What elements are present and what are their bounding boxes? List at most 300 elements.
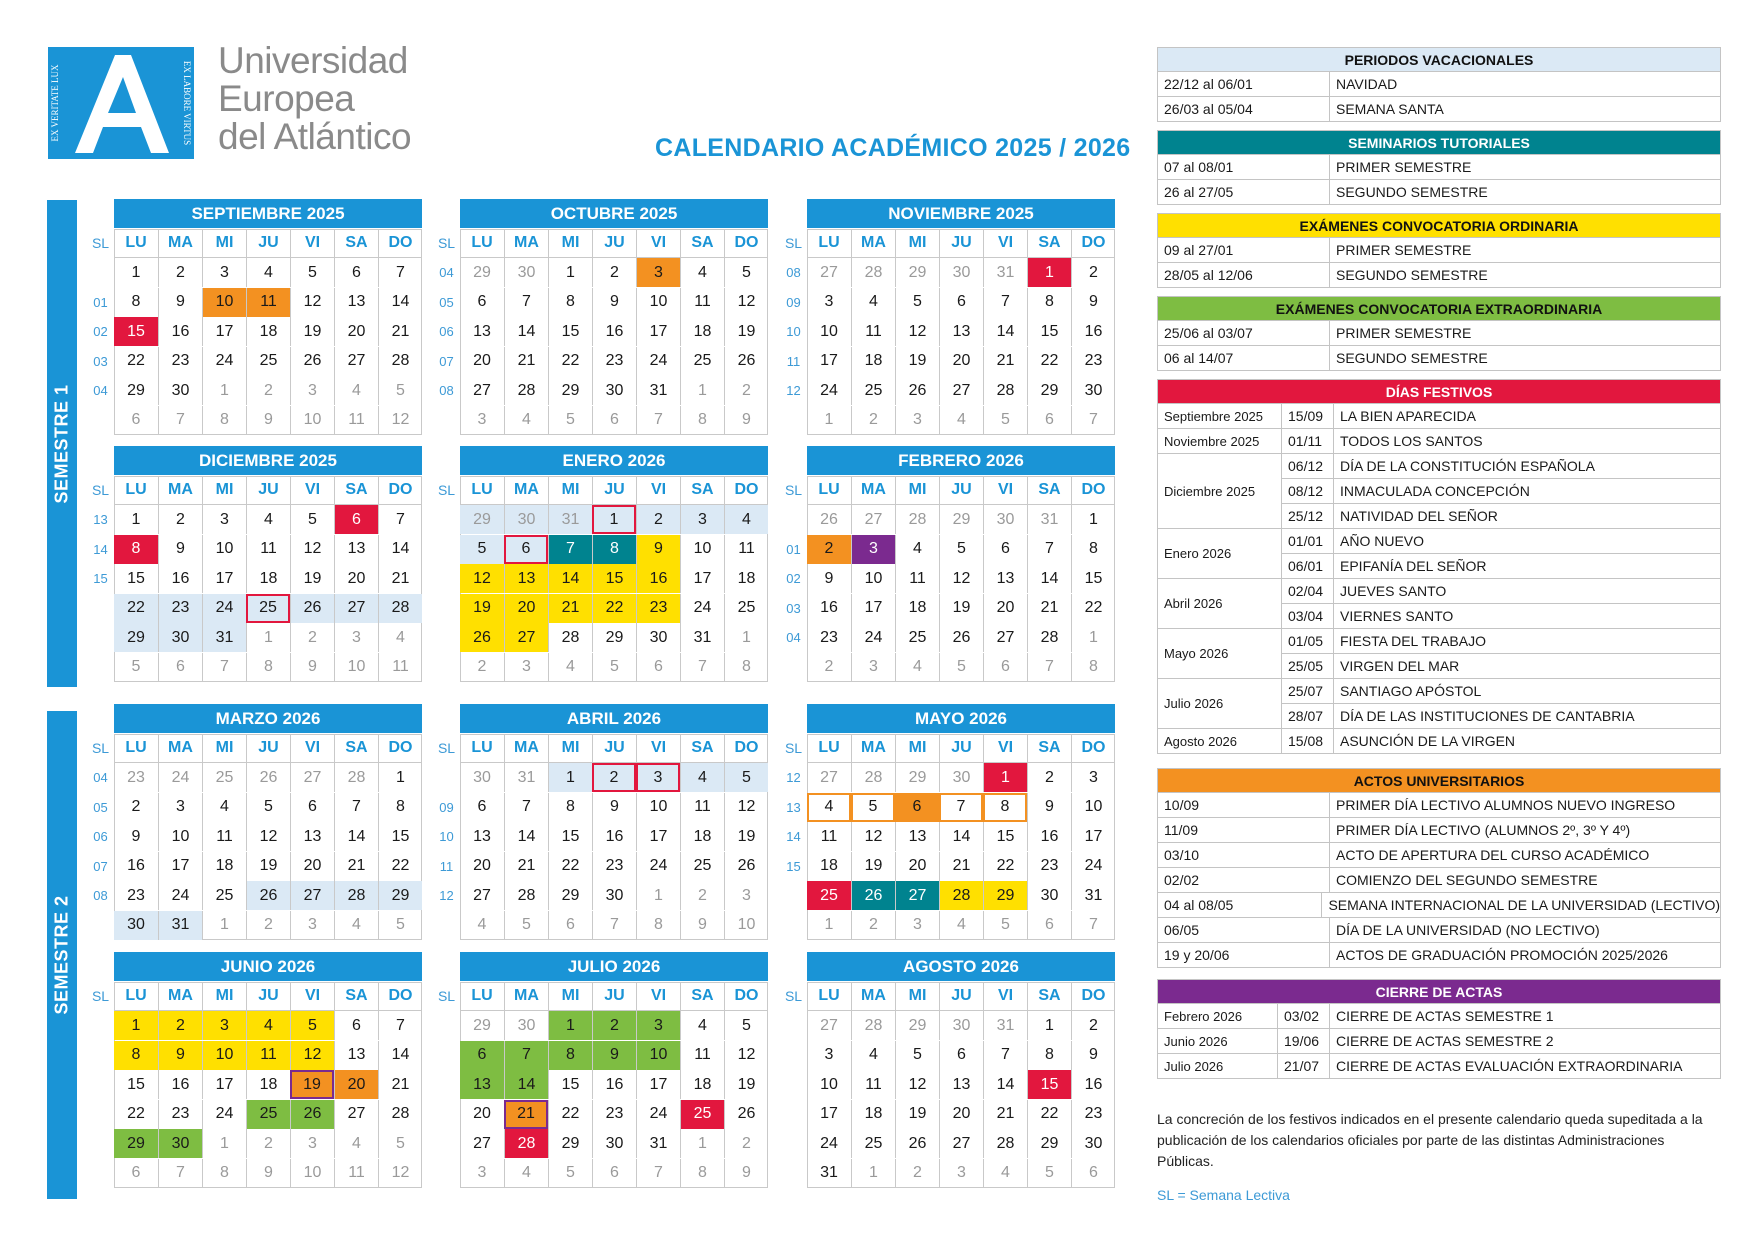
day-cell[interactable]: 31	[504, 763, 548, 792]
day-cell[interactable]: 7	[939, 793, 983, 822]
day-cell[interactable]: 9	[131, 827, 141, 845]
day-cell[interactable]: 20	[473, 1105, 491, 1122]
day-cell[interactable]: 30	[636, 623, 680, 652]
day-cell[interactable]: 18	[851, 347, 895, 376]
day-cell[interactable]: 9	[824, 569, 834, 587]
day-cell[interactable]: 10	[202, 288, 246, 317]
day-cell[interactable]: 1	[246, 623, 290, 652]
day-cell[interactable]: 19	[246, 852, 290, 881]
day-cell[interactable]: 2	[724, 1129, 768, 1158]
day-cell[interactable]: 28	[895, 505, 939, 534]
day-cell[interactable]: 5	[246, 793, 290, 822]
day-cell[interactable]: 23	[636, 594, 680, 623]
day-cell[interactable]: 1	[131, 263, 141, 281]
day-cell[interactable]: 28	[504, 376, 548, 405]
day-cell[interactable]: 24	[202, 347, 246, 376]
day-cell[interactable]: 9	[592, 288, 636, 317]
day-cell[interactable]: 21	[1027, 594, 1071, 623]
day-cell[interactable]: 26	[939, 623, 983, 652]
day-cell[interactable]: 13	[290, 822, 334, 851]
day-cell[interactable]: 25	[680, 852, 724, 881]
day-cell[interactable]: 7	[983, 1041, 1027, 1070]
day-cell[interactable]: 22	[592, 594, 636, 623]
day-cell[interactable]: 23	[1071, 1100, 1115, 1129]
day-cell[interactable]: 7	[158, 1159, 202, 1188]
day-cell[interactable]: 12	[378, 406, 422, 435]
day-cell[interactable]: 28	[851, 258, 895, 287]
day-cell[interactable]: 23	[127, 768, 145, 786]
day-cell[interactable]: 26	[290, 594, 334, 623]
day-cell[interactable]: 4	[939, 911, 983, 940]
day-cell[interactable]: 29	[473, 1016, 491, 1034]
day-cell[interactable]: 10	[290, 1159, 334, 1188]
day-cell[interactable]: 24	[202, 594, 246, 623]
day-cell[interactable]: 3	[824, 293, 834, 310]
day-cell[interactable]: 9	[592, 793, 636, 822]
day-cell[interactable]: 26	[820, 510, 838, 528]
day-cell[interactable]: 29	[1027, 376, 1071, 405]
day-cell[interactable]: 6	[1071, 1159, 1115, 1188]
day-cell[interactable]: 26	[895, 376, 939, 405]
day-cell[interactable]: 2	[592, 1011, 636, 1040]
day-cell[interactable]: 1	[202, 376, 246, 405]
day-cell[interactable]: 30	[504, 505, 548, 534]
day-cell[interactable]: 20	[983, 594, 1027, 623]
day-cell[interactable]: 2	[158, 505, 202, 534]
day-cell[interactable]: 31	[636, 1129, 680, 1158]
day-cell[interactable]: 7	[504, 1041, 548, 1070]
day-cell[interactable]: 28	[334, 881, 378, 910]
day-cell[interactable]: 28	[378, 594, 422, 623]
day-cell[interactable]: 29	[548, 376, 592, 405]
day-cell[interactable]: 3	[636, 258, 680, 287]
day-cell[interactable]: 5	[724, 763, 768, 792]
day-cell[interactable]: 7	[548, 535, 592, 564]
day-cell[interactable]: 1	[851, 1159, 895, 1188]
day-cell[interactable]: 12	[724, 1041, 768, 1070]
day-cell[interactable]: 23	[820, 628, 838, 646]
day-cell[interactable]: 16	[1027, 822, 1071, 851]
day-cell[interactable]: 6	[592, 406, 636, 435]
day-cell[interactable]: 17	[158, 852, 202, 881]
day-cell[interactable]: 29	[127, 381, 145, 399]
day-cell[interactable]: 10	[202, 1041, 246, 1070]
day-cell[interactable]: 13	[473, 322, 491, 340]
day-cell[interactable]: 2	[1071, 258, 1115, 287]
day-cell[interactable]: 10	[851, 564, 895, 593]
day-cell[interactable]: 9	[290, 653, 334, 682]
day-cell[interactable]: 11	[895, 564, 939, 593]
day-cell[interactable]: 31	[983, 258, 1027, 287]
day-cell[interactable]: 29	[548, 1129, 592, 1158]
day-cell[interactable]: 3	[202, 1011, 246, 1040]
day-cell[interactable]: 26	[246, 881, 290, 910]
day-cell[interactable]: 15	[114, 317, 158, 346]
day-cell[interactable]: 17	[820, 1105, 838, 1122]
day-cell[interactable]: 9	[158, 535, 202, 564]
day-cell[interactable]: 29	[378, 881, 422, 910]
day-cell[interactable]: 26	[724, 852, 768, 881]
day-cell[interactable]: 20	[290, 852, 334, 881]
day-cell[interactable]: 15	[983, 822, 1027, 851]
day-cell[interactable]: 25	[202, 763, 246, 792]
day-cell[interactable]: 6	[504, 535, 548, 564]
day-cell[interactable]: 18	[680, 822, 724, 851]
day-cell[interactable]: 21	[378, 564, 422, 593]
day-cell[interactable]: 20	[504, 594, 548, 623]
day-cell[interactable]: 1	[548, 1011, 592, 1040]
day-cell[interactable]: 16	[592, 1070, 636, 1099]
day-cell[interactable]: 13	[504, 564, 548, 593]
day-cell[interactable]: 2	[807, 535, 851, 564]
day-cell[interactable]: 3	[477, 1164, 487, 1181]
day-cell[interactable]: 8	[114, 1041, 158, 1070]
day-cell[interactable]: 25	[807, 881, 851, 910]
day-cell[interactable]: 23	[592, 347, 636, 376]
day-cell[interactable]: 24	[202, 1100, 246, 1129]
day-cell[interactable]: 29	[473, 263, 491, 281]
day-cell[interactable]: 22	[1027, 1100, 1071, 1129]
day-cell[interactable]: 30	[939, 1011, 983, 1040]
day-cell[interactable]: 4	[724, 505, 768, 534]
day-cell[interactable]: 1	[202, 911, 246, 940]
day-cell[interactable]: 14	[378, 535, 422, 564]
day-cell[interactable]: 7	[636, 406, 680, 435]
day-cell[interactable]: 25	[851, 376, 895, 405]
day-cell[interactable]: 15	[127, 1075, 145, 1093]
day-cell[interactable]: 28	[851, 763, 895, 792]
day-cell[interactable]: 4	[983, 1159, 1027, 1188]
day-cell[interactable]: 1	[824, 916, 834, 933]
day-cell[interactable]: 14	[504, 1070, 548, 1099]
day-cell[interactable]: 29	[114, 1129, 158, 1158]
day-cell[interactable]: 20	[939, 1100, 983, 1129]
day-cell[interactable]: 12	[724, 288, 768, 317]
day-cell[interactable]: 4	[334, 1129, 378, 1158]
day-cell[interactable]: 28	[1027, 623, 1071, 652]
day-cell[interactable]: 7	[983, 288, 1027, 317]
day-cell[interactable]: 12	[851, 822, 895, 851]
day-cell[interactable]: 5	[724, 1011, 768, 1040]
day-cell[interactable]: 1	[378, 763, 422, 792]
day-cell[interactable]: 27	[851, 505, 895, 534]
day-cell[interactable]: 9	[636, 535, 680, 564]
day-cell[interactable]: 31	[548, 505, 592, 534]
day-cell[interactable]: 7	[1027, 535, 1071, 564]
day-cell[interactable]: 2	[851, 406, 895, 435]
day-cell[interactable]: 12	[290, 288, 334, 317]
day-cell[interactable]: 20	[939, 347, 983, 376]
day-cell[interactable]: 8	[1027, 1041, 1071, 1070]
day-cell[interactable]: 8	[680, 406, 724, 435]
day-cell[interactable]: 20	[473, 352, 491, 369]
day-cell[interactable]: 13	[983, 564, 1027, 593]
day-cell[interactable]: 27	[939, 1129, 983, 1158]
day-cell[interactable]: 19	[290, 1070, 334, 1099]
day-cell[interactable]: 28	[504, 881, 548, 910]
day-cell[interactable]: 10	[680, 535, 724, 564]
day-cell[interactable]: 30	[504, 258, 548, 287]
day-cell[interactable]: 21	[939, 852, 983, 881]
day-cell[interactable]: 30	[1071, 376, 1115, 405]
day-cell[interactable]: 22	[114, 594, 158, 623]
day-cell[interactable]: 22	[1071, 594, 1115, 623]
day-cell[interactable]: 9	[724, 406, 768, 435]
day-cell[interactable]: 19	[724, 822, 768, 851]
day-cell[interactable]: 22	[548, 852, 592, 881]
day-cell[interactable]: 22	[127, 1105, 145, 1122]
day-cell[interactable]: 4	[895, 653, 939, 682]
day-cell[interactable]: 21	[504, 347, 548, 376]
day-cell[interactable]: 5	[548, 406, 592, 435]
day-cell[interactable]: 14	[983, 317, 1027, 346]
day-cell[interactable]: 6	[334, 505, 378, 534]
day-cell[interactable]: 23	[592, 1100, 636, 1129]
day-cell[interactable]: 29	[460, 505, 504, 534]
day-cell[interactable]: 9	[246, 406, 290, 435]
day-cell[interactable]: 16	[592, 317, 636, 346]
day-cell[interactable]: 4	[504, 406, 548, 435]
day-cell[interactable]: 3	[636, 763, 680, 792]
day-cell[interactable]: 25	[680, 1100, 724, 1129]
day-cell[interactable]: 16	[158, 317, 202, 346]
day-cell[interactable]: 9	[592, 1041, 636, 1070]
day-cell[interactable]: 11	[851, 317, 895, 346]
day-cell[interactable]: 30	[592, 376, 636, 405]
day-cell[interactable]: 12	[724, 793, 768, 822]
day-cell[interactable]: 5	[851, 793, 895, 822]
day-cell[interactable]: 19	[290, 564, 334, 593]
day-cell[interactable]: 16	[158, 1070, 202, 1099]
day-cell[interactable]: 21	[983, 1100, 1027, 1129]
day-cell[interactable]: 11	[334, 1159, 378, 1188]
day-cell[interactable]: 25	[246, 1100, 290, 1129]
day-cell[interactable]: 15	[378, 822, 422, 851]
day-cell[interactable]: 27	[820, 768, 838, 786]
day-cell[interactable]: 7	[504, 288, 548, 317]
day-cell[interactable]: 29	[895, 763, 939, 792]
day-cell[interactable]: 24	[820, 1134, 838, 1152]
day-cell[interactable]: 22	[983, 852, 1027, 881]
day-cell[interactable]: 19	[290, 317, 334, 346]
day-cell[interactable]: 3	[477, 411, 487, 428]
day-cell[interactable]: 2	[1027, 763, 1071, 792]
day-cell[interactable]: 5	[290, 505, 334, 534]
day-cell[interactable]: 6	[131, 1164, 141, 1181]
day-cell[interactable]: 17	[202, 1070, 246, 1099]
day-cell[interactable]: 21	[983, 347, 1027, 376]
day-cell[interactable]: 2	[131, 798, 141, 815]
day-cell[interactable]: 5	[724, 258, 768, 287]
day-cell[interactable]: 6	[290, 793, 334, 822]
day-cell[interactable]: 4	[680, 1011, 724, 1040]
day-cell[interactable]: 27	[504, 623, 548, 652]
day-cell[interactable]: 6	[983, 535, 1027, 564]
day-cell[interactable]: 23	[127, 886, 145, 904]
day-cell[interactable]: 8	[636, 911, 680, 940]
day-cell[interactable]: 1	[680, 1129, 724, 1158]
day-cell[interactable]: 13	[334, 288, 378, 317]
day-cell[interactable]: 27	[290, 763, 334, 792]
day-cell[interactable]: 30	[939, 763, 983, 792]
day-cell[interactable]: 19	[851, 852, 895, 881]
day-cell[interactable]: 8	[983, 793, 1027, 822]
day-cell[interactable]: 17	[680, 564, 724, 593]
day-cell[interactable]: 28	[378, 1100, 422, 1129]
day-cell[interactable]: 16	[1071, 1070, 1115, 1099]
day-cell[interactable]: 17	[851, 594, 895, 623]
day-cell[interactable]: 12	[378, 1159, 422, 1188]
day-cell[interactable]: 4	[680, 258, 724, 287]
day-cell[interactable]: 7	[378, 505, 422, 534]
day-cell[interactable]: 15	[548, 317, 592, 346]
day-cell[interactable]: 3	[824, 1046, 834, 1063]
day-cell[interactable]: 3	[334, 623, 378, 652]
day-cell[interactable]: 25	[680, 347, 724, 376]
day-cell[interactable]: 28	[378, 347, 422, 376]
day-cell[interactable]: 6	[477, 798, 487, 815]
day-cell[interactable]: 17	[636, 822, 680, 851]
day-cell[interactable]: 10	[724, 911, 768, 940]
day-cell[interactable]: 31	[636, 376, 680, 405]
day-cell[interactable]: 8	[378, 793, 422, 822]
day-cell[interactable]: 16	[158, 564, 202, 593]
day-cell[interactable]: 10	[290, 406, 334, 435]
day-cell[interactable]: 19	[895, 347, 939, 376]
day-cell[interactable]: 24	[820, 381, 838, 399]
day-cell[interactable]: 25	[202, 881, 246, 910]
day-cell[interactable]: 4	[378, 623, 422, 652]
day-cell[interactable]: 25	[895, 623, 939, 652]
day-cell[interactable]: 16	[820, 599, 838, 616]
day-cell[interactable]: 8	[1071, 653, 1115, 682]
day-cell[interactable]: 9	[680, 911, 724, 940]
day-cell[interactable]: 6	[548, 911, 592, 940]
day-cell[interactable]: 11	[246, 1041, 290, 1070]
day-cell[interactable]: 2	[246, 911, 290, 940]
day-cell[interactable]: 11	[246, 535, 290, 564]
day-cell[interactable]: 19	[895, 1100, 939, 1129]
day-cell[interactable]: 2	[477, 658, 487, 675]
day-cell[interactable]: 7	[1071, 406, 1115, 435]
day-cell[interactable]: 17	[202, 564, 246, 593]
day-cell[interactable]: 23	[1071, 347, 1115, 376]
day-cell[interactable]: 8	[114, 535, 158, 564]
day-cell[interactable]: 29	[592, 623, 636, 652]
day-cell[interactable]: 17	[636, 1070, 680, 1099]
day-cell[interactable]: 3	[158, 793, 202, 822]
day-cell[interactable]: 5	[983, 911, 1027, 940]
day-cell[interactable]: 23	[158, 1100, 202, 1129]
day-cell[interactable]: 14	[378, 288, 422, 317]
day-cell[interactable]: 7	[378, 258, 422, 287]
day-cell[interactable]: 5	[378, 911, 422, 940]
day-cell[interactable]: 4	[334, 911, 378, 940]
day-cell[interactable]: 18	[680, 1070, 724, 1099]
day-cell[interactable]: 26	[460, 623, 504, 652]
day-cell[interactable]: 4	[504, 1159, 548, 1188]
day-cell[interactable]: 28	[504, 1129, 548, 1158]
day-cell[interactable]: 6	[460, 1041, 504, 1070]
day-cell[interactable]: 6	[334, 258, 378, 287]
day-cell[interactable]: 27	[820, 263, 838, 281]
day-cell[interactable]: 3	[636, 1011, 680, 1040]
day-cell[interactable]: 10	[202, 535, 246, 564]
day-cell[interactable]: 8	[548, 793, 592, 822]
day-cell[interactable]: 8	[592, 535, 636, 564]
day-cell[interactable]: 20	[334, 564, 378, 593]
day-cell[interactable]: 2	[246, 1129, 290, 1158]
day-cell[interactable]: 9	[1027, 793, 1071, 822]
day-cell[interactable]: 12	[895, 317, 939, 346]
day-cell[interactable]: 1	[1027, 258, 1071, 287]
day-cell[interactable]: 1	[680, 376, 724, 405]
day-cell[interactable]: 20	[334, 1070, 378, 1099]
day-cell[interactable]: 14	[1027, 564, 1071, 593]
day-cell[interactable]: 14	[504, 822, 548, 851]
day-cell[interactable]: 11	[334, 406, 378, 435]
day-cell[interactable]: 11	[680, 288, 724, 317]
day-cell[interactable]: 26	[290, 1100, 334, 1129]
day-cell[interactable]: 5	[504, 911, 548, 940]
day-cell[interactable]: 30	[592, 881, 636, 910]
day-cell[interactable]: 1	[202, 1129, 246, 1158]
day-cell[interactable]: 7	[504, 793, 548, 822]
day-cell[interactable]: 6	[636, 653, 680, 682]
day-cell[interactable]: 31	[983, 1011, 1027, 1040]
day-cell[interactable]: 5	[939, 653, 983, 682]
day-cell[interactable]: 30	[158, 376, 202, 405]
day-cell[interactable]: 4	[895, 535, 939, 564]
day-cell[interactable]: 12	[895, 1070, 939, 1099]
day-cell[interactable]: 14	[334, 822, 378, 851]
day-cell[interactable]: 6	[592, 1159, 636, 1188]
day-cell[interactable]: 24	[158, 881, 202, 910]
day-cell[interactable]: 15	[548, 1070, 592, 1099]
day-cell[interactable]: 2	[824, 658, 834, 675]
day-cell[interactable]: 2	[1071, 1011, 1115, 1040]
day-cell[interactable]: 3	[939, 1159, 983, 1188]
day-cell[interactable]: 29	[983, 881, 1027, 910]
day-cell[interactable]: 21	[378, 317, 422, 346]
day-cell[interactable]: 11	[851, 1070, 895, 1099]
day-cell[interactable]: 27	[473, 381, 491, 399]
day-cell[interactable]: 9	[1071, 1041, 1115, 1070]
day-cell[interactable]: 5	[290, 1011, 334, 1040]
day-cell[interactable]: 30	[592, 1129, 636, 1158]
day-cell[interactable]: 3	[290, 911, 334, 940]
day-cell[interactable]: 31	[1027, 505, 1071, 534]
day-cell[interactable]: 26	[851, 881, 895, 910]
day-cell[interactable]: 4	[851, 1041, 895, 1070]
day-cell[interactable]: 10	[1071, 793, 1115, 822]
day-cell[interactable]: 11	[246, 288, 290, 317]
day-cell[interactable]: 5	[592, 653, 636, 682]
day-cell[interactable]: 2	[158, 258, 202, 287]
day-cell[interactable]: 8	[202, 1159, 246, 1188]
day-cell[interactable]: 6	[477, 293, 487, 310]
day-cell[interactable]: 6	[895, 793, 939, 822]
day-cell[interactable]: 7	[592, 911, 636, 940]
day-cell[interactable]: 12	[939, 564, 983, 593]
day-cell[interactable]: 15	[1027, 1070, 1071, 1099]
day-cell[interactable]: 30	[1071, 1129, 1115, 1158]
day-cell[interactable]: 4	[807, 793, 851, 822]
day-cell[interactable]: 16	[592, 822, 636, 851]
day-cell[interactable]: 28	[983, 1129, 1027, 1158]
day-cell[interactable]: 11	[202, 822, 246, 851]
day-cell[interactable]: 4	[851, 288, 895, 317]
